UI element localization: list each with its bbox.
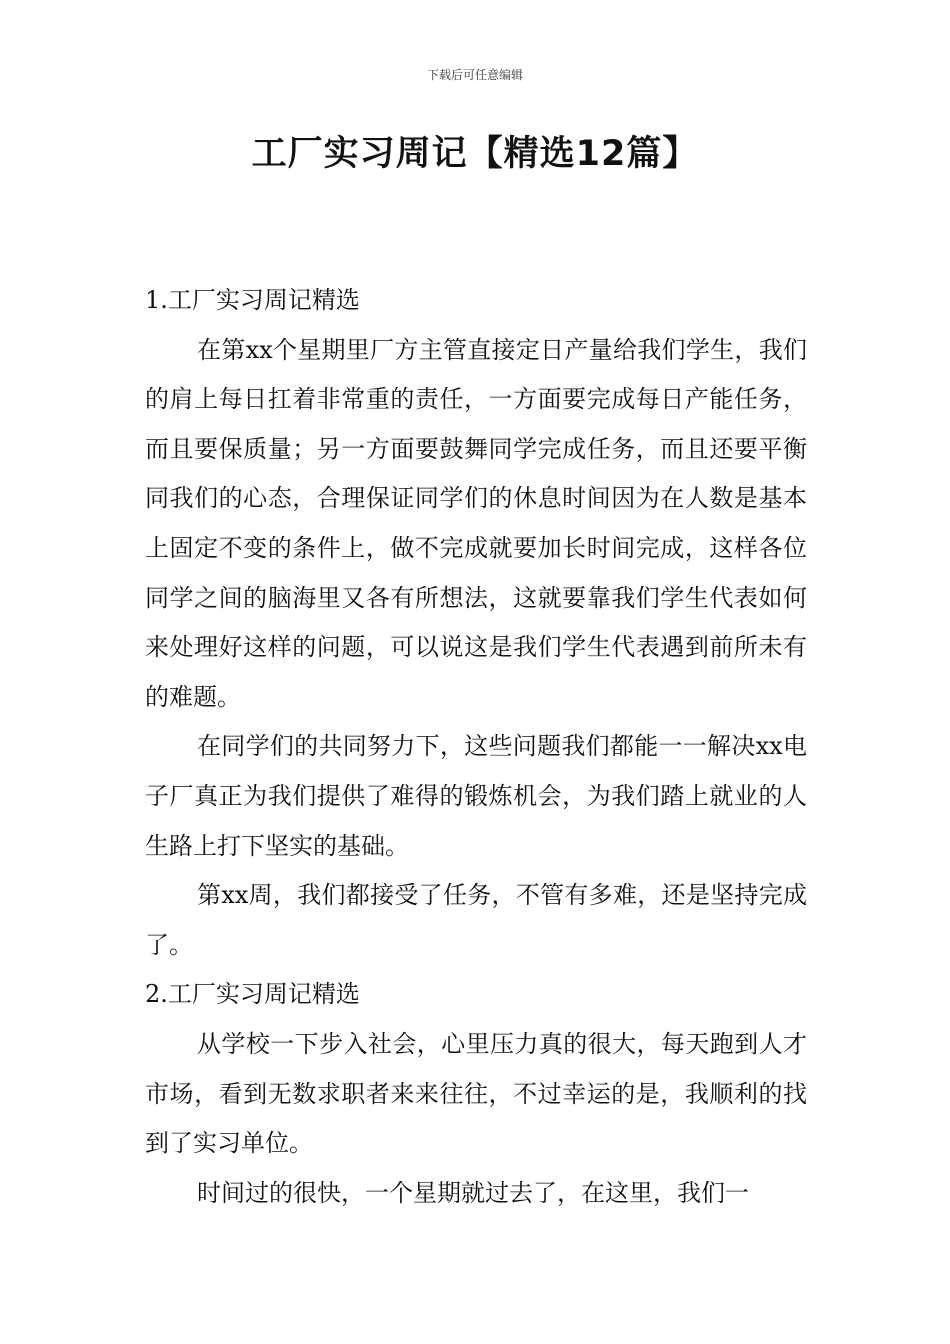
document-body <box>145 276 807 1218</box>
section-heading: 1.工厂实习周记精选 <box>145 286 360 314</box>
paragraph: 第xx周，我们都接受了任务，不管有多难，还是坚持完成了。 <box>145 881 807 959</box>
document-title: 工厂实习周记【精选12篇】 <box>251 134 699 174</box>
section-2 <box>145 970 807 1218</box>
section-heading: 2.工厂实习周记精选 <box>145 980 360 1009</box>
header-note: 下载后可任意编辑 <box>426 68 523 82</box>
paragraph: 时间过的很快，一个星期就过去了，在这里，我们一 <box>197 1178 749 1207</box>
section-1 <box>145 276 807 970</box>
paragraph: 从学校一下步入社会，心里压力真的很大，每天跑到人才市场，看到无数求职者来来往往，不过幸运的是，我顺利的找到了实习单位。 <box>145 1029 807 1158</box>
paragraph: 在第xx个星期里厂方主管直接定日产量给我们学生，我们的肩上每日扛着非常重的责任，一方面要完成每日产能任务，而且要保质量；另一方面要鼓舞同学完成任务，而且还要平衡同我们的心态，合理保证同学们的休息时间因为在人数是基本上固定不变的条件上，做不完成就要加长时间完成，这样各位同学之间的脑海里又各有所想法，这就要靠我们学生代表如何来处理好这样的问题，可以说这是我们学生代表遇到前所未有的难题。 <box>145 335 807 711</box>
paragraph: 在同学们的共同努力下，这些问题我们都能一一解决xx电子厂真正为我们提供了难得的锻炼机会，为我们踏上就业的人生路上打下坚实的基础。 <box>145 732 807 860</box>
